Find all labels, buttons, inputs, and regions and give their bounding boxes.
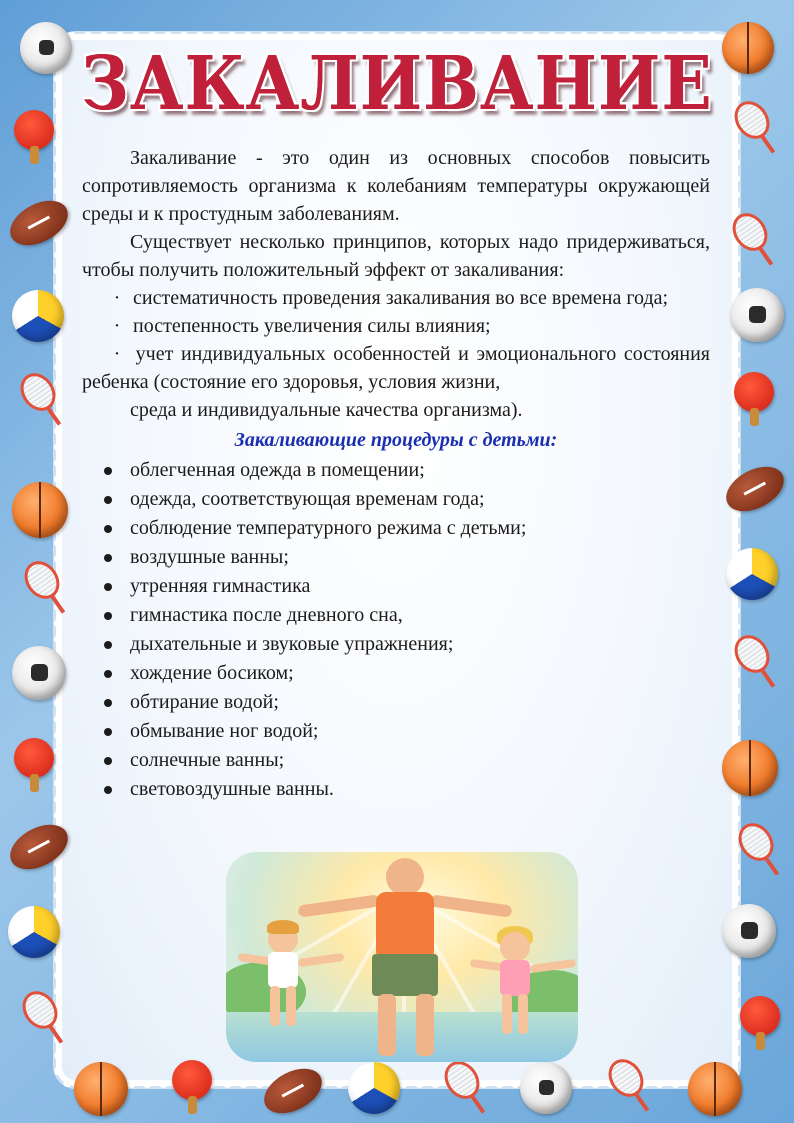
soccer-ball-icon	[12, 646, 66, 700]
dot-bullet: ·	[113, 343, 121, 365]
procedures-list	[82, 456, 710, 804]
list-item: воздушные ванны;	[82, 543, 710, 572]
principle-item: · систематичность проведения закаливания во все времена года;	[82, 284, 710, 312]
content-text	[82, 144, 710, 804]
list-item: световоздушные ванны.	[82, 775, 710, 804]
list-item: одежда, соответствующая временам года;	[82, 485, 710, 514]
bullet-icon	[104, 670, 112, 678]
principle-continuation: среда и индивидуальные качества организма).	[130, 399, 523, 421]
bullet-icon	[104, 525, 112, 533]
ping-pong-paddle-icon	[740, 996, 780, 1036]
intro-paragraph: Закаливание - это один из основных способов повысить сопротивляемость организма к колебаниям температуры окружающей среды и к простудным заболеваниям.	[82, 147, 710, 225]
basketball-icon	[12, 482, 68, 538]
bullet-icon	[104, 786, 112, 794]
exercise-illustration	[226, 852, 578, 1062]
ping-pong-paddle-icon	[734, 372, 774, 412]
soccer-ball-icon	[520, 1062, 572, 1114]
procedures-heading: Закаливающие процедуры с детьми:	[234, 429, 558, 451]
list-item: облегченная одежда в помещении;	[82, 456, 710, 485]
volleyball-icon	[348, 1062, 400, 1114]
principle-item: · учет индивидуальных особенностей и эмоционального состояния ребенка (состояние его здоровья, условия жизни,	[82, 340, 710, 396]
volleyball-icon	[12, 290, 64, 342]
basketball-icon	[688, 1062, 742, 1116]
list-item: утренняя гимнастика	[82, 572, 710, 601]
basketball-icon	[722, 740, 778, 796]
ping-pong-paddle-icon	[172, 1060, 212, 1100]
page-title: ЗАКАЛИВАНИЕ	[81, 39, 713, 127]
volleyball-icon	[8, 906, 60, 958]
bullet-icon	[104, 554, 112, 562]
list-item: обмывание ног водой;	[82, 717, 710, 746]
principles-intro: Существует несколько принципов, которых надо придерживаться, чтобы получить положительный эффект от закаливания:	[82, 231, 710, 281]
bullet-icon	[104, 496, 112, 504]
ping-pong-paddle-icon	[14, 738, 54, 778]
dot-bullet: ·	[113, 287, 121, 309]
soccer-ball-icon	[730, 288, 784, 342]
soccer-ball-icon	[722, 904, 776, 958]
list-item: хождение босиком;	[82, 659, 710, 688]
bullet-icon	[104, 757, 112, 765]
bullet-icon	[104, 612, 112, 620]
principle-item: · постепенность увеличения силы влияния;	[82, 312, 710, 340]
list-item: гимнастика после дневного сна,	[82, 601, 710, 630]
bullet-icon	[104, 728, 112, 736]
list-item: обтирание водой;	[82, 688, 710, 717]
bullet-icon	[104, 641, 112, 649]
list-item: соблюдение температурного режима с детьми;	[82, 514, 710, 543]
basketball-icon	[74, 1062, 128, 1116]
bullet-icon	[104, 467, 112, 475]
volleyball-icon	[726, 548, 778, 600]
bullet-icon	[104, 699, 112, 707]
list-item: солнечные ванны;	[82, 746, 710, 775]
dot-bullet: ·	[113, 315, 121, 337]
list-item: дыхательные и звуковые упражнения;	[82, 630, 710, 659]
bullet-icon	[104, 583, 112, 591]
